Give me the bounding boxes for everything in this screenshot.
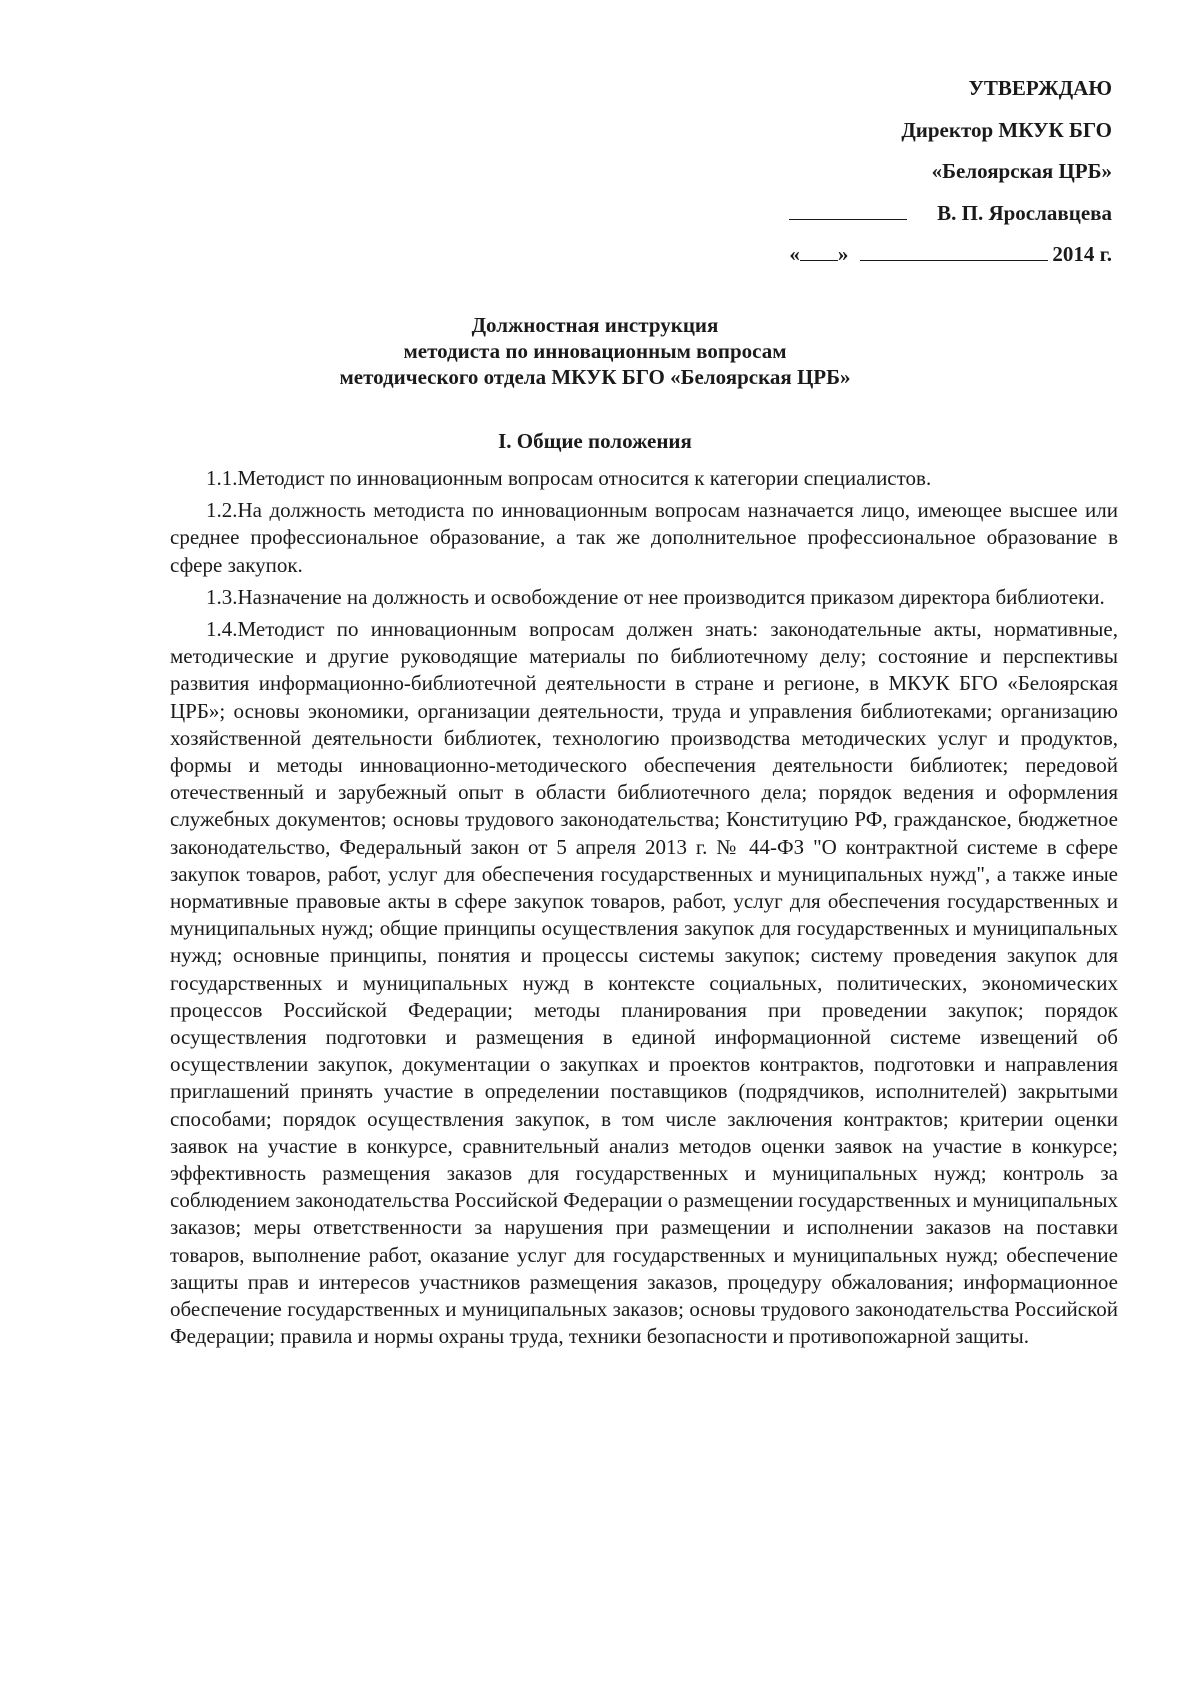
document-title [0, 312, 1190, 390]
approval-organization: «Белоярская ЦРБ» [931, 159, 1112, 183]
paragraph-1-3: 1.3.Назначение на должность и освобождение от нее производится приказом директора библиотеки. [206, 584, 1105, 609]
title-line-1: Должностная инструкция [471, 313, 719, 337]
paragraph-1-4: 1.4.Методист по инновационным вопросам должен знать: законодательные акты, нормативные, методические и другие руководящие материалы по библиотечному делу; состояние и перспективы развития информационно-библиотечной деятельности в стране и регионе, в МКУК БГО «Белоярская ЦРБ»; основы экономики, организации деятельности, труда и управления библиотеками; организацию хозяйственной деятельности библиотек, технологию производства методических услуг и продуктов, формы и методы инновационно-методического обеспечения деятельности библиотек; передовой отечественный и зарубежный опыт в области библиотечного дела; порядок ведения и оформления служебных документов; основы трудового законодательства; Конституцию РФ, гражданское, бюджетное законодательство, Федеральный закон от 5 апреля 2013 г. № 44-ФЗ "О контрактной системе в сфере закупок товаров, работ, услуг для обеспечения государственных и муниципальных нужд", а также иные нормативные правовые акты в сфере закупок товаров, работ, услуг для обеспечения государственных и муниципальных нужд; общие принципы осуществления закупок для государственных и муниципальных нужд; основные принципы, понятия и процессы системы закупок; систему проведения закупок для государственных и муниципальных нужд в контексте социальных, политических, экономических процессов Российской Федерации; методы планирования при проведении закупок; порядок осуществления подготовки и размещения в единой информационной системе извещений об осуществлении закупок, документации о закупках и проектов контрактов, подготовки и направления приглашений принять участие в определении поставщиков (подрядчиков, исполнителей) закрытыми способами; порядок осуществления закупок, в том числе заключения контрактов; критерии оценки заявок на участие в конкурсе, сравнительный анализ методов оценки заявок на участие в конкурсе; эффективность размещения заказов для государственных и муниципальных нужд; контроль за соблюдением законодательства Российской Федерации о размещении государственных и муниципальных заказов; меры ответственности за нарушения при размещении и исполнении заказов на поставки товаров, выполнение работ, оказание услуг для государственных и муниципальных нужд; обеспечение защиты прав и интересов участников размещения заказов, процедуру обжалования; информационное обеспечение государственных и муниципальных заказов; основы трудового законодательства Российской Федерации; правила и нормы охраны труда, техники безопасности и противопожарной защиты. [170, 617, 1119, 1349]
date-day-blank [800, 242, 838, 261]
signature-line [789, 201, 907, 220]
approval-signatory: В. П. Ярославцева [937, 200, 1112, 225]
date-close-quote: » [837, 242, 849, 266]
title-line-3: методического отдела МКУК БГО «Белоярская ЦРБ» [339, 365, 851, 389]
title-line-2: методиста по инновационным вопросам [403, 339, 787, 363]
approval-block [692, 68, 1112, 276]
date-open-quote: « [789, 242, 800, 266]
approval-signature-row [692, 193, 1112, 235]
date-year: 2014 г. [1052, 242, 1112, 266]
date-month-blank [860, 242, 1048, 261]
paragraph-1-2: 1.2.На должность методиста по инновационным вопросам назначается лицо, имеющее высшее или среднее профессиональное образование, а так же дополнительное профессиональное образование в сфере закупок. [170, 498, 1118, 577]
section-body [170, 465, 1118, 1356]
approval-date-row [692, 234, 1112, 276]
approval-position: Директор МКУК БГО [901, 117, 1112, 142]
paragraph-1-1: 1.1.Методист по инновационным вопросам относится к категории специалистов. [206, 466, 932, 490]
section-heading: I. Общие положения [498, 429, 692, 453]
approval-heading: УТВЕРЖДАЮ [968, 76, 1112, 100]
